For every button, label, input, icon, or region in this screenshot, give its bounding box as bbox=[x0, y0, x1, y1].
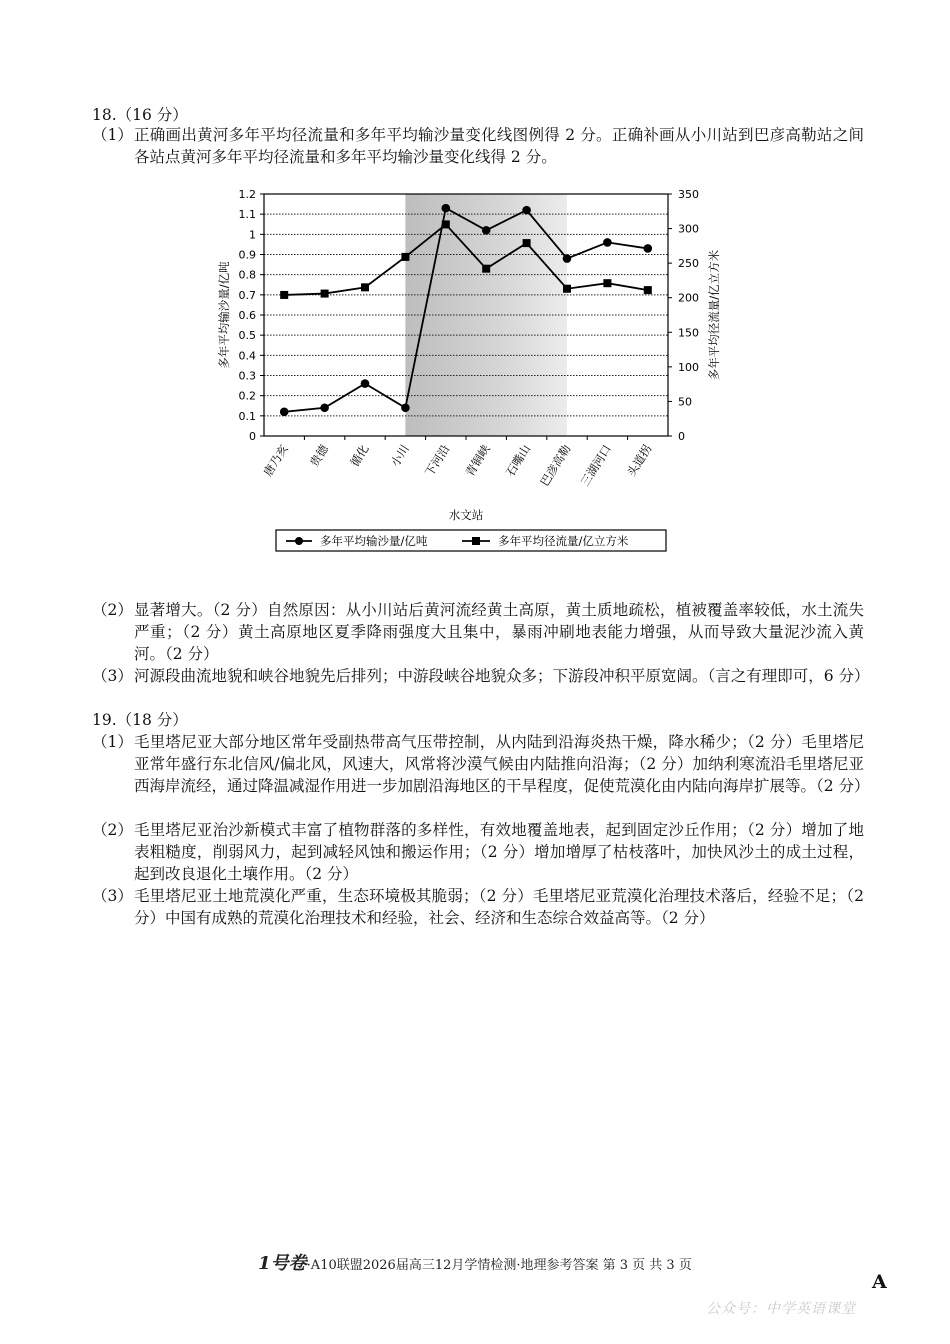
x-tick-label: 石嘴山 bbox=[502, 442, 534, 479]
x-tick-label: 巴彦高勒 bbox=[537, 442, 574, 489]
item-text: 显著增大。（2 分）自然原因：从小川站后黄河流经黄土高原，黄土质地疏松，植被覆盖率较低，水土流失严重；（2 分）黄土高原地区夏季降雨强度大且集中，暴雨冲刷地表能力增强，从而导致大量泥沙流入黄河。（2 分） bbox=[134, 601, 864, 663]
y-axis-title-right: 多年平均径流量/亿立方米 bbox=[707, 249, 721, 381]
data-point-sediment bbox=[644, 244, 653, 253]
right-tick-label: 200 bbox=[678, 291, 699, 305]
left-tick-label: 1.1 bbox=[238, 208, 256, 222]
chart-svg bbox=[200, 180, 740, 560]
item-text: 毛里塔尼亚治沙新模式丰富了植物群落的多样性，有效地覆盖地表，起到固定沙丘作用；（2 分）增加了地表粗糙度，削弱风力，起到减轻风蚀和搬运作用；（2 分）增加增厚了枯枝落叶，加快风沙土的成土过程，起到改良退化土壤作用。（2 分） bbox=[134, 821, 864, 883]
data-point-runoff bbox=[280, 291, 288, 299]
left-tick-label: 0.6 bbox=[238, 309, 256, 322]
data-point-runoff bbox=[361, 283, 369, 291]
item-text: 毛里塔尼亚土地荒漠化严重，生态环境极其脆弱；（2 分）毛里塔尼亚荒漠化治理技术落后，经验不足；（2 分）中国有成熟的荒漠化治理技术和经验，社会、经济和生态综合效益高等。（2 分） bbox=[134, 887, 864, 927]
data-point-runoff bbox=[644, 286, 652, 294]
x-tick-label: 头道拐 bbox=[624, 442, 655, 479]
watermark: 公众号：中学英语课堂 bbox=[706, 1301, 856, 1317]
data-point-runoff bbox=[523, 239, 531, 247]
item-number: （3） bbox=[92, 667, 133, 685]
item-text: 河源段曲流地貌和峡谷地貌先后排列；中游段峡谷地貌众多；下游段冲积平原宽阔。（言之有理即可，6 分） bbox=[134, 667, 870, 685]
item-number: （1） bbox=[92, 126, 133, 144]
data-point-sediment bbox=[522, 206, 531, 215]
left-tick-label: 0.8 bbox=[238, 268, 256, 282]
data-point-runoff bbox=[603, 279, 611, 287]
footer-logo: 1号卷 bbox=[258, 1253, 307, 1274]
data-point-runoff bbox=[482, 265, 490, 273]
data-point-sediment bbox=[482, 226, 491, 235]
right-tick-label: 100 bbox=[678, 360, 699, 374]
left-tick-label: 0.4 bbox=[238, 349, 256, 363]
data-point-runoff bbox=[442, 220, 450, 228]
right-tick-label: 250 bbox=[678, 257, 699, 271]
item-number: （2） bbox=[92, 821, 133, 839]
footer-text: ·A10联盟2026届高三12月学情检测·地理参考答案 第 3 页 共 3 页 bbox=[306, 1258, 692, 1273]
data-point-sediment bbox=[361, 379, 370, 388]
page-footer bbox=[0, 1249, 950, 1275]
legend-marker-sediment bbox=[295, 537, 303, 545]
left-tick-label: 0.2 bbox=[238, 389, 256, 403]
x-axis-title: 水文站 bbox=[448, 508, 484, 522]
legend-marker-runoff bbox=[472, 537, 480, 545]
x-tick-label: 小川 bbox=[387, 442, 412, 470]
x-tick-label: 唐乃亥 bbox=[260, 442, 291, 479]
right-tick-label: 300 bbox=[678, 222, 699, 236]
data-point-sediment bbox=[442, 204, 451, 213]
data-point-runoff bbox=[321, 290, 329, 298]
q19-item-3 bbox=[92, 885, 864, 929]
item-number: （3） bbox=[92, 887, 133, 905]
data-point-sediment bbox=[320, 403, 329, 412]
data-point-sediment bbox=[401, 403, 410, 412]
x-tick-label: 下河沿 bbox=[422, 442, 453, 479]
left-tick-label: 0.9 bbox=[238, 248, 256, 262]
data-point-runoff bbox=[563, 285, 571, 293]
x-tick-label: 三湖河口 bbox=[577, 442, 614, 489]
right-tick-label: 350 bbox=[678, 188, 699, 201]
data-point-sediment bbox=[603, 238, 612, 247]
y-axis-title-left: 多年平均输沙量/亿吨 bbox=[217, 261, 231, 369]
q18-item-3 bbox=[92, 665, 870, 687]
right-tick-label: 150 bbox=[678, 326, 699, 340]
x-tick-label: 青铜峡 bbox=[462, 442, 493, 479]
item-text: 正确画出黄河多年平均径流量和多年平均输沙量变化线图例得 2 分。正确补画从小川站到巴彦高勒站之间各站点黄河多年平均径流量和多年平均输沙量变化线得 2 分。 bbox=[134, 126, 864, 166]
data-point-runoff bbox=[401, 253, 409, 261]
left-tick-label: 0.3 bbox=[238, 369, 256, 383]
x-tick-label: 贵德 bbox=[307, 442, 332, 470]
left-tick-label: 0.7 bbox=[238, 288, 256, 302]
version-mark: A bbox=[872, 1271, 887, 1293]
data-point-sediment bbox=[563, 254, 572, 263]
left-tick-label: 1 bbox=[249, 228, 256, 242]
q18-item-1 bbox=[92, 124, 864, 168]
left-tick-label: 0.5 bbox=[238, 329, 256, 343]
q19-heading: 19.（18 分） bbox=[92, 711, 188, 729]
right-tick-label: 0 bbox=[678, 430, 685, 443]
q19-item-2 bbox=[92, 819, 864, 885]
legend-label-sediment: 多年平均输沙量/亿吨 bbox=[320, 534, 428, 548]
q18-item-2 bbox=[92, 599, 864, 665]
data-point-sediment bbox=[280, 408, 289, 417]
item-number: （1） bbox=[92, 733, 133, 751]
x-tick-label: 循化 bbox=[347, 442, 372, 470]
q19-item-1 bbox=[92, 731, 870, 797]
item-number: （2） bbox=[92, 601, 133, 619]
left-tick-label: 0 bbox=[249, 430, 256, 443]
item-text: 毛里塔尼亚大部分地区常年受副热带高气压带控制，从内陆到沿海炎热干燥，降水稀少；（2 分）毛里塔尼亚常年盛行东北信风/偏北风，风速大，风常将沙漠气候由内陆推向沿海；（2 分）加纳利寒流沿毛里塔尼亚西海岸流经，通过降温减湿作用进一步加剧沿海地区的干旱程度，促使荒漠化由内陆向海岸扩展等。（2 分） bbox=[134, 733, 870, 795]
left-tick-label: 0.1 bbox=[238, 409, 256, 423]
q18-heading: 18.（16 分） bbox=[92, 106, 188, 124]
right-tick-label: 50 bbox=[678, 395, 692, 409]
left-tick-label: 1.2 bbox=[238, 188, 256, 201]
chart bbox=[200, 180, 740, 560]
legend-label-runoff: 多年平均径流量/亿立方米 bbox=[498, 534, 629, 548]
